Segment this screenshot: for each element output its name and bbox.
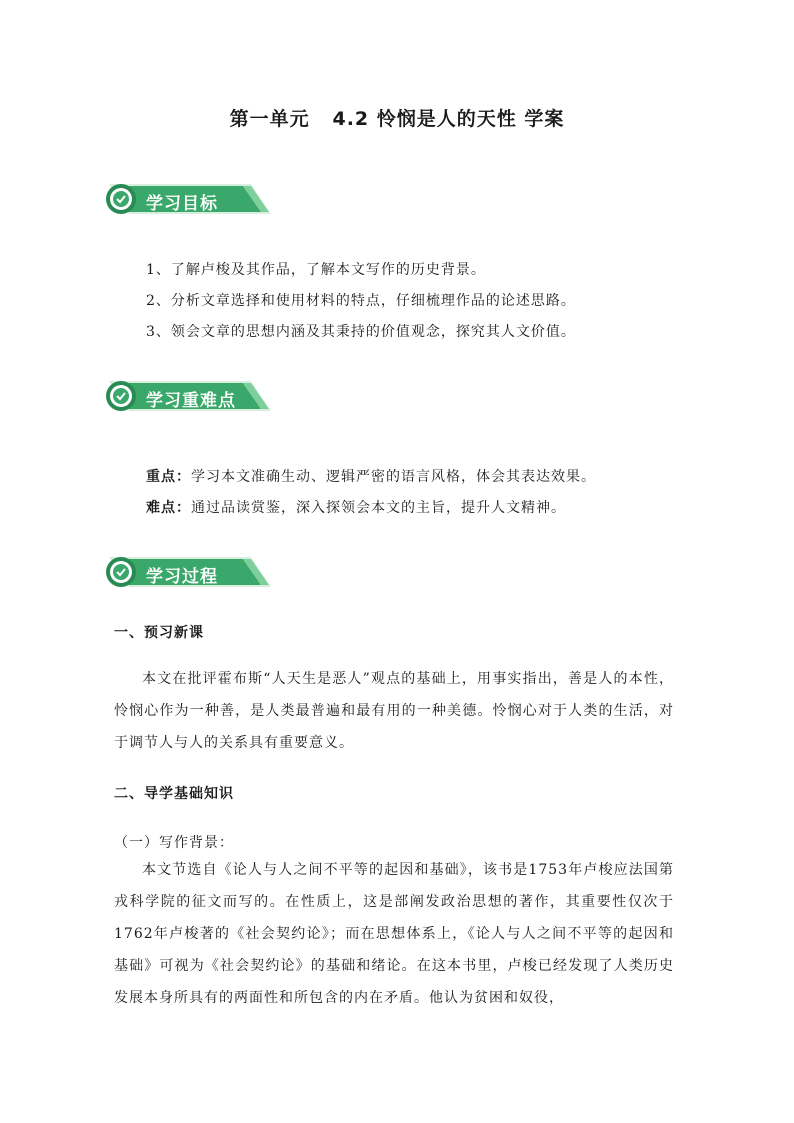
preview-paragraph	[114, 663, 674, 759]
focus-text: 学习本文准确生动、逻辑严密的语言风格，体会其表达效果。	[191, 469, 596, 485]
preview-text: 本文在批评霍布斯“人天生是恶人”观点的基础上，用事实指出，善是人的本性，怜悯心作为一种善，是人类最普遍和最有用的一种美德。怜悯心对于人类的生活，对于调节人与人的关系具有重要意义。	[114, 671, 674, 751]
goal-item: 2、分析文章选择和使用材料的特点，仔细梳理作品的论述思路。	[146, 293, 576, 309]
section-heading-preview: 一、预习新课	[114, 625, 204, 641]
section-heading-basics: 二、导学基础知识	[114, 786, 234, 802]
banner-label: 学习重难点	[146, 391, 236, 411]
section-banner-process	[103, 555, 273, 595]
difficulty-text: 通过品读赏鉴，深入探领会本文的主旨，提升人文精神。	[191, 500, 566, 516]
difficulty-label: 难点：	[146, 500, 191, 516]
banner-label: 学习目标	[146, 194, 218, 214]
background-text: 本文节选自《论人与人之间不平等的起因和基础》，该书是1753年卢梭应法国第戎科学院的征文而写的。在性质上，这是部阐发政治思想的著作，其重要性仅次于1762年卢梭著的《社会契约论》；而在思想体系上，《论人与人之间不平等的起因和基础》可视为《社会契约论》的基础和绪论。在这本书里，卢梭已经发现了人类历史发展本身所具有的两面性和所包含的内在矛盾。他认为贫困和奴役，	[114, 862, 674, 1006]
banner-label: 学习过程	[146, 567, 218, 587]
page-title: 第一单元 4.2 怜悯是人的天性 学案	[229, 108, 565, 130]
subheading-background: （一）写作背景：	[114, 835, 234, 851]
focus-line	[146, 466, 596, 486]
difficulty-line	[146, 497, 566, 517]
background-paragraph	[114, 854, 674, 1014]
goal-item: 1、了解卢梭及其作品，了解本文写作的历史背景。	[146, 262, 486, 278]
section-banner-key-points	[103, 379, 273, 419]
section-banner-goals	[103, 182, 273, 222]
goal-item: 3、领会文章的思想内涵及其秉持的价值观念，探究其人文价值。	[146, 324, 576, 340]
focus-label: 重点：	[146, 469, 191, 485]
